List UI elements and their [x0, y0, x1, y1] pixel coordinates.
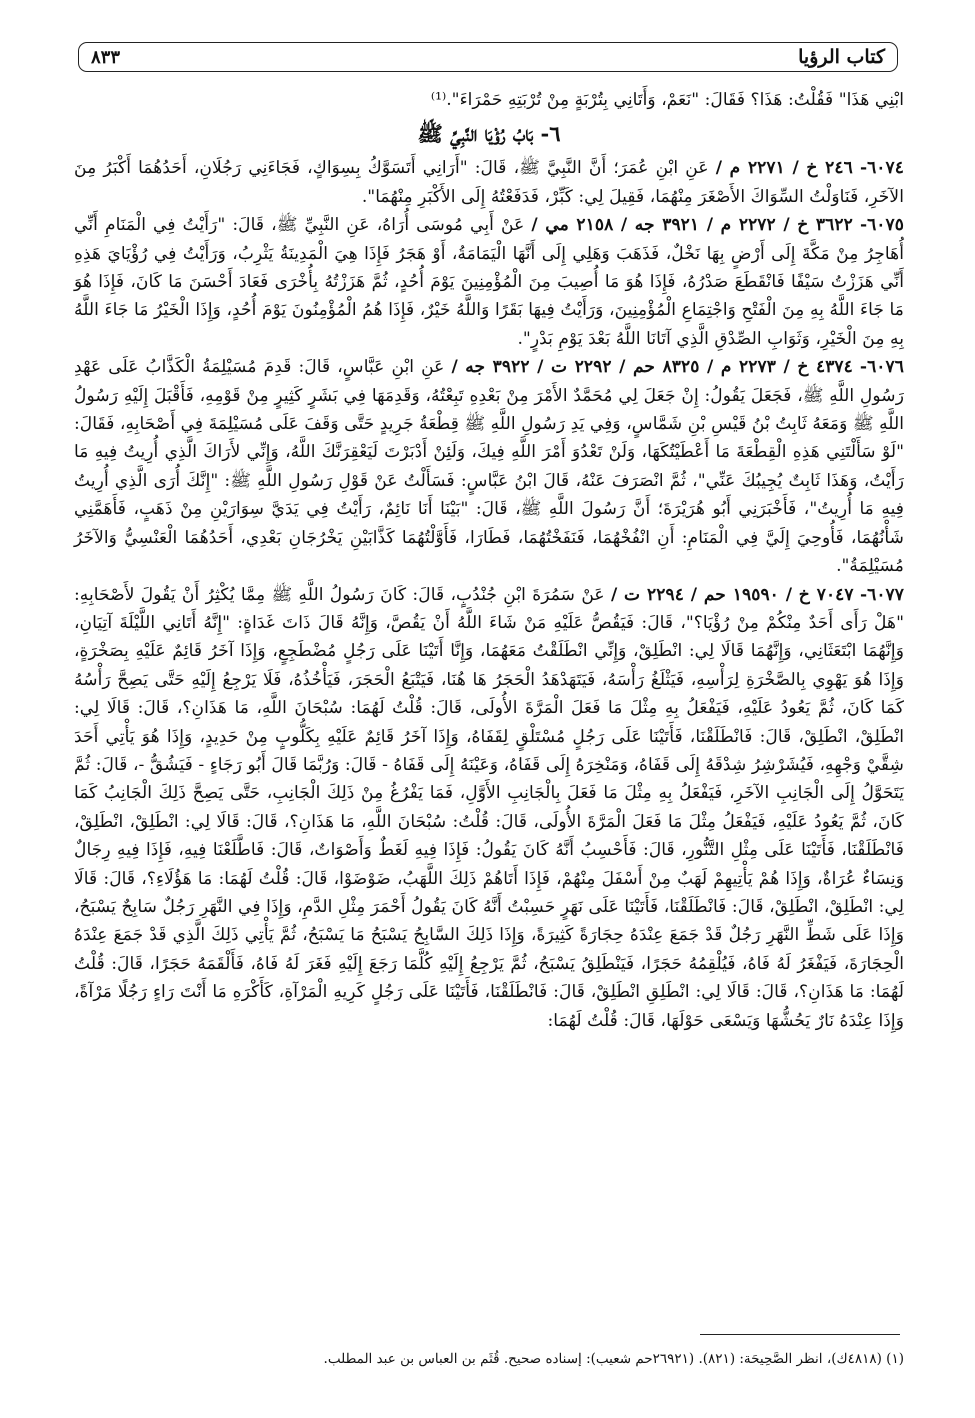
main-text	[74, 86, 904, 1035]
hadith-6077	[74, 581, 904, 1036]
hadith-6075	[74, 211, 904, 353]
hadith-text: عَنِ ابْنِ عَبَّاسٍ، قَالَ: قَدِمَ مُسَيْلِمَةُ الْكَذَّابُ عَلَى عَهْدِ رَسُولِ اللَّهِ ﷺ، فَجَعَلَ يَقُولُ: إِنْ جَعَلَ لِي مُحَمَّدٌ الأَمْرَ مِنْ بَعْدِهِ تَبِعْتُهُ، وَقَدِمَهَا فِي بَشَرٍ كَثِيرٍ مِنْ قَوْمِهِ، فَأَقْبَلَ إِلَيْهِ رَسُولُ اللَّهِ ﷺ وَمَعَهُ ثَابِتُ بْنُ قَيْسِ بْنِ شَمَّاسٍ، وَفِي يَدِ رَسُولِ اللَّهِ ﷺ قِطْعَةُ جَرِيدٍ حَتَّى وَقَفَ عَلَى مُسَيْلِمَةَ فِي أَصْحَابِهِ، فَقَالَ: "لَوْ سَأَلْتَنِي هَذِهِ الْقِطْعَةَ مَا أَعْطَيْتُكَهَا، وَلَنْ تَعْدُوَ أَمْرَ اللَّهِ فِيكَ، وَلَئِنْ أَدْبَرْتَ لَيَعْقِرَنَّكَ اللَّهُ، وَإِنِّي لأَرَاكَ الَّذِي أُرِيتُ فِيهِ مَا رَأَيْتُ، وَهَذَا ثَابِتٌ يُجِيبُكَ عَنِّي"، ثُمَّ انْصَرَفَ عَنْهُ، قَالَ ابْنُ عَبَّاسٍ: فَسَأَلْتُ عَنْ قَوْلِ رَسُولِ اللَّهِ ﷺ: "إِنَّكَ أُرَى الَّذِي أُرِيتُ فِيهِ مَا أُرِيتُ"، فَأَخْبَرَنِي أَبُو هُرَيْرَةَ؛ أَنَّ رَسُولَ اللَّهِ ﷺ، قَالَ: "بَيْنَا أَنَا نَائِمٌ، رَأَيْتُ فِي يَدَيَّ سِوَارَيْنِ مِنْ ذَهَبٍ، فَأَهَمَّنِي شَأْنُهُمَا، فَأُوحِيَ إِلَيَّ فِي الْمَنَامِ: أَنِ انْفُخْهُمَا، فَنَفَخْتُهُمَا، فَطَارَا، فَأَوَّلْتُهُمَا كَذَّابَيْنِ يَخْرُجَانِ بَعْدِي، أَحَدُهُمَا الْعَنْسِيُّ وَالآخَرُ مُسَيْلِمَةُ".	[74, 357, 904, 577]
page-number: ٨٣٣	[91, 46, 121, 68]
chapter-heading: ٦- بَابُ رُؤْيَا النَّبِيِّ ﷺ	[417, 121, 561, 147]
hadith-number: ٦٠٧٦-	[859, 357, 904, 378]
hadith-references: ٢٤٦ خ / ٢٢٧١ م /	[715, 158, 853, 179]
hadith-references: ٧٠٤٧ خ / ١٩٥٩٠ حم / ٢٢٩٤ ت /	[610, 584, 854, 605]
running-header	[78, 42, 898, 72]
hadith-references: ٣٦٢٢ خ / ٢٢٧٢ م / ٣٩٢١ جه / ٢١٥٨ مي /	[531, 215, 853, 236]
footnote: (١) (٤٨١٨ك)، انظر الصَّحِيحَة: (٨٢١). (٢٦٩٢١حم شعيب): إسناده صحيح. قُثَم بن العباس بن عبد المطلب.	[323, 1351, 904, 1367]
hadith-number: ٦٠٧٥-	[859, 215, 905, 236]
hadith-text: عَنْ سَمُرَةَ ابْنِ جُنْدُبٍ، قَالَ: كَانَ رَسُولُ اللَّهِ ﷺ مِمَّا يُكْثِرُ أَنْ يَقُولَ لأَصْحَابِهِ: "هَلْ رَأَى أَحَدٌ مِنْكُمْ مِنْ رُؤْيَا؟"، قَالَ: فَيَقُصُّ عَلَيْهِ مَنْ شَاءَ اللَّهُ أَنْ يَقُصَّ، وَإِنَّهُ قَالَ ذَاتَ غَدَاةٍ: "إِنَّهُ أَتَانِي اللَّيْلَةَ آتِيَانِ، وَإِنَّهُمَا ابْتَعَثَانِي، وَإِنَّهُمَا قَالَا لِي: انْطَلِقْ، وَإِنِّي انْطَلَقْتُ مَعَهُمَا، وَإِنَّا أَتَيْنَا عَلَى رَجُلٍ مُضْطَجِعٍ، وَإِذَا آخَرُ قَائِمٌ عَلَيْهِ بِصَخْرَةٍ، وَإِذَا هُوَ يَهْوِي بِالصَّخْرَةِ لِرَأْسِهِ، فَيَثْلَغُ رَأْسَهُ، فَيَتَهَدْهَدُ الْحَجَرُ هَا هُنَا، فَيَتْبَعُ الْحَجَرَ، فَيَأْخُذُهُ، فَلَا يَرْجِعُ إِلَيْهِ حَتَّى يَصِحَّ رَأْسُهُ كَمَا كَانَ، ثُمَّ يَعُودُ عَلَيْهِ، فَيَفْعَلُ بِهِ مِثْلَ مَا فَعَلَ الْمَرَّةَ الأُولَى، قَالَ: قُلْتُ لَهُمَا: سُبْحَانَ اللَّهِ، مَا هَذَانِ؟، قَالَ: قَالَا لِي: انْطَلِقْ، انْطَلِقْ، قَالَ: فَانْطَلَقْنَا، فَأَتَيْنَا عَلَى رَجُلٍ مُسْتَلْقٍ لِقَفَاهُ، وَإِذَا آخَرُ قَائِمٌ عَلَيْهِ بِكَلُّوبٍ مِنْ حَدِيدٍ، وَإِذَا هُوَ يَأْتِي أَحَدَ شِقَّيْ وَجْهِهِ، فَيُشَرْشِرُ شِدْقَهُ إِلَى قَفَاهُ، وَمَنْخِرَهُ إِلَى قَفَاهُ، وَعَيْنَهُ إِلَى قَفَاهُ - قَالَ: وَرُبَّمَا قَالَ أَبُو رَجَاءٍ - فَيَشُقُّ -، قَالَ: ثُمَّ يَتَحَوَّلُ إِلَى الْجَانِبِ الآخَرِ، فَيَفْعَلُ بِهِ مِثْلَ مَا فَعَلَ بِالْجَانِبِ الأَوَّلِ، فَمَا يَفْرُغُ مِنْ ذَلِكَ الْجَانِبِ، حَتَّى يَصِحَّ ذَلِكَ الْجَانِبُ كَمَا كَانَ، ثُمَّ يَعُودُ عَلَيْهِ، فَيَفْعَلُ مِثْلَ مَا فَعَلَ الْمَرَّةَ الأُولَى، قَالَ: قُلْتُ: سُبْحَانَ اللَّهِ، مَا هَذَانِ؟، قَالَ: قَالَا لِي: انْطَلِقْ، انْطَلِقْ، فَانْطَلَقْنَا، فَأَتَيْنَا عَلَى مِثْلِ التَّنُّورِ، قَالَ: فَأَحْسِبُ أَنَّهُ كَانَ يَقُولُ: فَإِذَا فِيهِ لَغَطٌ وَأَصْوَاتٌ، قَالَ: فَاطَّلَعْنَا فِيهِ، فَإِذَا فِيهِ رِجَالٌ وَنِسَاءٌ عُرَاةٌ، وَإِذَا هُمْ يَأْتِيهِمْ لَهَبٌ مِنْ أَسْفَلَ مِنْهُمْ، فَإِذَا أَتَاهُمْ ذَلِكَ اللَّهَبُ، ضَوْضَوْا، قَالَ: قُلْتُ لَهُمَا: مَا هَؤُلَاءِ؟، قَالَ: قَالَا لِي: انْطَلِقْ، انْطَلِقْ، قَالَ: فَانْطَلَقْنَا، فَأَتَيْنَا عَلَى نَهَرٍ حَسِبْتُ أَنَّهُ كَانَ يَقُولُ أَحْمَرَ مِثْلِ الدَّمِ، وَإِذَا فِي النَّهَرِ رَجُلٌ سَابِحٌ يَسْبَحُ، وَإِذَا عَلَى شَطِّ النَّهَرِ رَجُلٌ قَدْ جَمَعَ عِنْدَهُ حِجَارَةً كَثِيرَةً، وَإِذَا ذَلِكَ السَّابِحُ يَسْبَحُ مَا يَسْبَحُ، ثُمَّ يَأْتِي ذَلِكَ الَّذِي قَدْ جَمَعَ عِنْدَهُ الْحِجَارَةَ، فَيَفْغَرُ لَهُ فَاهُ، فَيُلْقِمُهُ حَجَرًا، فَيَنْطَلِقُ يَسْبَحُ، ثُمَّ يَرْجِعُ إِلَيْهِ كُلَّمَا رَجَعَ إِلَيْهِ فَغَرَ لَهُ فَاهُ، فَأَلْقَمَهُ حَجَرًا، قَالَ: قُلْتُ لَهُمَا: مَا هَذَانِ؟، قَالَ: قَالَا لِي: انْطَلِقِ انْطَلِقْ، قَالَ: فَانْطَلَقْنَا، فَأَتَيْنَا عَلَى رَجُلٍ كَرِيهِ الْمَرْآةِ، كَأَكْرَهِ مَا أَنْتَ رَاءٍ رَجُلًا مَرْآةً، وَإِذَا عِنْدَهُ نَارٌ يَحُشُّهَا وَيَسْعَى حَوْلَهَا، قَالَ: قُلْتُ لَهُمَا:	[74, 584, 904, 1031]
intro-line: ابْنِي هَذَا" فَقُلْتُ: هَذَا؟ فَقَالَ: "نَعَمْ، وَأَتَانِي بِتُرْبَةٍ مِنْ تُرْبَتِهِ حَمْرَاءَ".⁽¹⁾	[430, 90, 904, 110]
hadith-6076	[74, 353, 904, 580]
hadith-6074	[74, 154, 904, 211]
hadith-text: عَنِ ابْنِ عُمَرَ؛ أَنَّ النَّبِيَّ ﷺ، قَالَ: "أَرَانِي أَتَسَوَّكُ بِسِوَاكٍ، فَجَاءَنِي رَجُلَانِ، أَحَدُهُمَا أَكْبَرُ مِنَ الآخَرِ، فَنَاوَلْتُ السِّوَاكَ الأَصْغَرَ مِنْهُمَا، فَقِيلَ لِي: كَبِّرْ، فَدَفَعْتُهُ إِلَى الأَكْبَرِ مِنْهُمَا".	[74, 158, 904, 207]
hadith-number: ٦٠٧٧-	[859, 584, 905, 605]
footnote-divider	[700, 1334, 900, 1335]
hadith-text: عَنْ أَبِي مُوسَى أُرَاهُ، عَنِ النَّبِيِّ ﷺ، قَالَ: "رَأَيْتُ فِي الْمَنَامِ أَنِّي أُهَاجِرُ مِنْ مَكَّةَ إِلَى أَرْضٍ بِهَا نَخْلٌ، فَذَهَبَ وَهَلِي إِلَى أَنَّهَا الْيَمَامَةُ، أَوْ هَجَرُ فَإِذَا هِيَ الْمَدِينَةُ يَثْرِبُ، وَرَأَيْتُ فِي رُؤْيَايَ هَذِهِ أَنِّي هَزَزْتُ سَيْفًا فَانْقَطَعَ صَدْرُهُ، فَإِذَا هُوَ مَا أُصِيبَ مِنَ الْمُؤْمِنِينَ يَوْمَ أُحُدٍ، ثُمَّ هَزَزْتُهُ بِأُخْرَى فَعَادَ أَحْسَنَ مَا كَانَ، فَإِذَا هُوَ مَا جَاءَ اللَّهُ بِهِ مِنَ الْفَتْحِ وَاجْتِمَاعِ الْمُؤْمِنِينَ، وَرَأَيْتُ فِيهَا بَقَرًا وَاللَّهُ خَيْرٌ، فَإِذَا هُمُ الْمُؤْمِنُونَ يَوْمَ أُحُدٍ، وَإِذَا الْخَيْرُ مَا جَاءَ اللَّهُ بِهِ مِنَ الْخَيْرِ، وَثَوَابِ الصِّدْقِ الَّذِي آتَانَا اللَّهُ بَعْدَ يَوْمِ بَدْرٍ".	[74, 215, 904, 349]
hadith-number: ٦٠٧٤-	[859, 158, 905, 179]
book-title: كتاب الرؤيا	[798, 46, 885, 68]
hadith-references: ٤٣٧٤ خ / ٢٢٧٣ م / ٨٣٢٥ حم / ٢٢٩٢ ت / ٣٩٢٢ جه /	[451, 357, 853, 378]
